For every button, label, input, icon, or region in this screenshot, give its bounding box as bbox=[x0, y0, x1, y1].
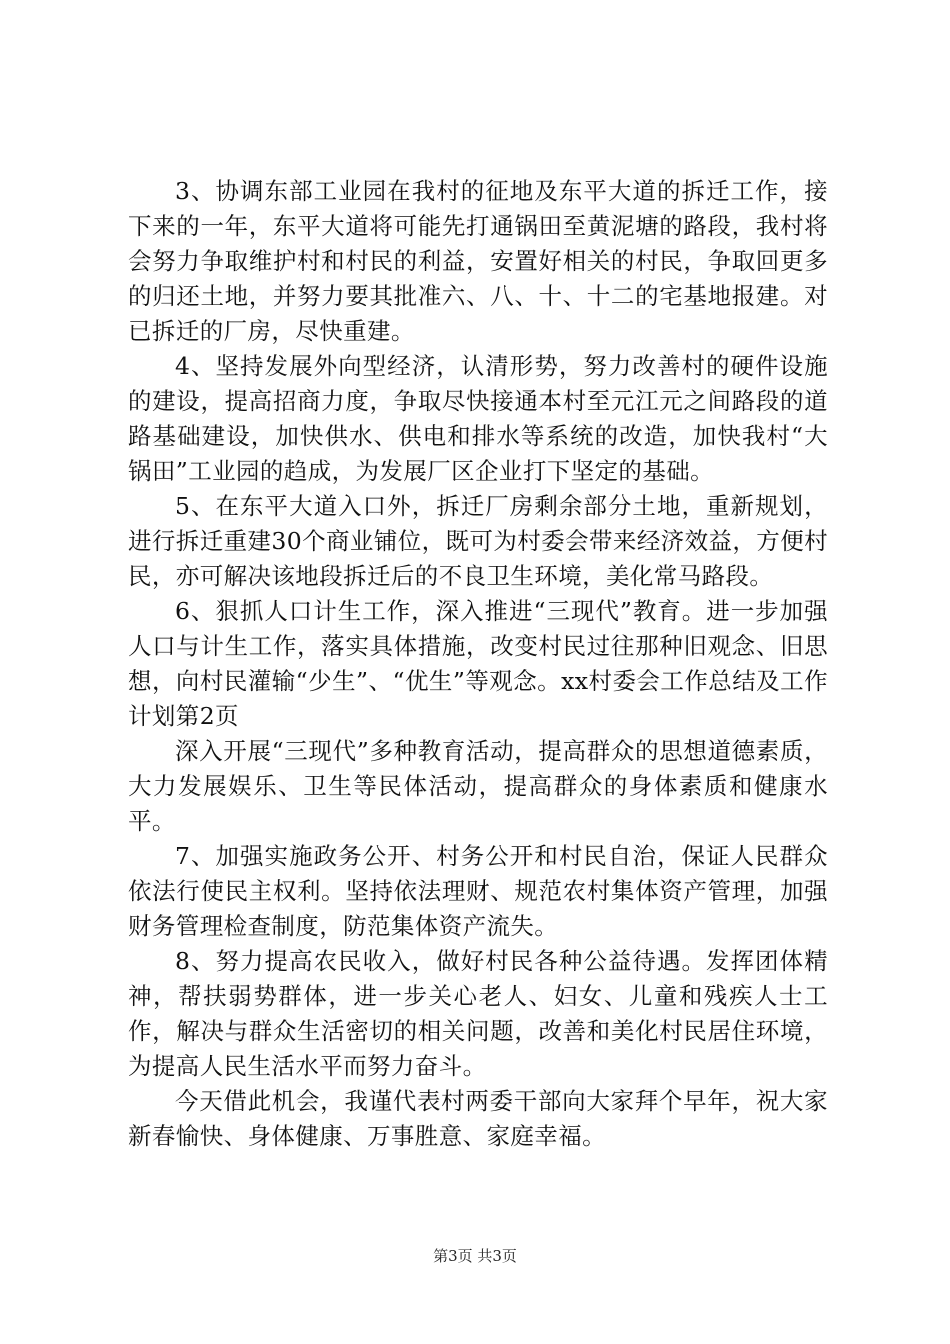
paragraph-closing: 今天借此机会，我谨代表村两委干部向大家拜个早年，祝大家新春愉快、身体健康、万事胜意、家庭幸福。 bbox=[128, 1087, 828, 1150]
page-number-label: 第3页 共3页 bbox=[433, 1247, 517, 1265]
paragraph-item-5: 5、在东平大道入口外，拆迁厂房剩余部分土地，重新规划，进行拆迁重建30个商业铺位，既可为村委会带来经济效益，方便村民，亦可解决该地段拆迁后的不良卫生环境，美化常马路段。 bbox=[128, 492, 828, 590]
document-body bbox=[128, 174, 828, 1154]
paragraph-item-4: 4、坚持发展外向型经济，认清形势，努力改善村的硬件设施的建设，提高招商力度，争取尽快接通本村至元江元之间路段的道路基础建设，加快供水、供电和排水等系统的改造，加快我村“大锅田”工业园的趋成，为发展厂区企业打下坚定的基础。 bbox=[128, 352, 828, 485]
page-footer bbox=[0, 1246, 950, 1266]
paragraph-education: 深入开展“三现代”多种教育活动，提高群众的思想道德素质，大力发展娱乐、卫生等民体活动，提高群众的身体素质和健康水平。 bbox=[128, 737, 828, 835]
paragraph-item-6: 6、狠抓人口计生工作，深入推进“三现代”教育。进一步加强人口与计生工作，落实具体措施，改变村民过往那种旧观念、旧思想，向村民灌输“少生”、“优生”等观念。xx村委会工作总结及工作计划第2页 bbox=[128, 597, 828, 730]
paragraph-item-3: 3、协调东部工业园在我村的征地及东平大道的拆迁工作，接下来的一年，东平大道将可能先打通锅田至黄泥塘的路段，我村将会努力争取维护村和村民的利益，安置好相关的村民，争取回更多的归还土地，并努力要其批准六、八、十、十二的宅基地报建。对已拆迁的厂房，尽快重建。 bbox=[128, 177, 828, 345]
paragraph-item-7: 7、加强实施政务公开、村务公开和村民自治，保证人民群众依法行使民主权利。坚持依法理财、规范农村集体资产管理，加强财务管理检查制度，防范集体资产流失。 bbox=[128, 842, 828, 940]
paragraph-item-8: 8、努力提高农民收入，做好村民各种公益待遇。发挥团体精神，帮扶弱势群体，进一步关心老人、妇女、儿童和残疾人士工作，解决与群众生活密切的相关问题，改善和美化村民居住环境，为提高人民生活水平而努力奋斗。 bbox=[128, 947, 828, 1080]
